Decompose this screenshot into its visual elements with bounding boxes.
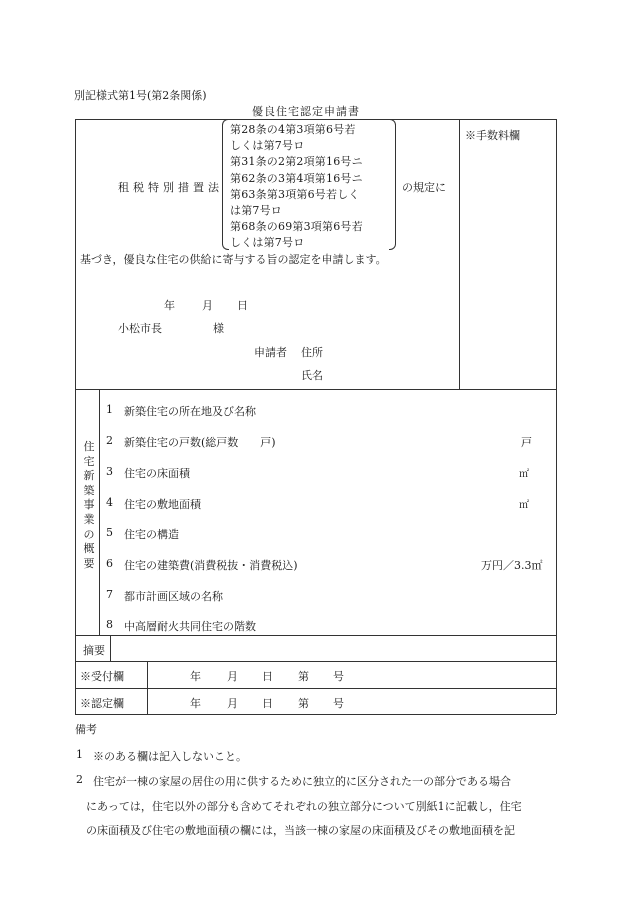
reception-no-prefix: 第: [298, 670, 309, 683]
law-name: 租税特別措置法: [118, 181, 223, 194]
item-label: 住宅の建築費(消費税抜・消費税込): [124, 559, 298, 572]
item-label: 新築住宅の戸数(総戸数 戸): [124, 436, 276, 449]
date-year-label: 年: [164, 299, 175, 312]
law-clause-line: 第68条の69第3項第6号若: [230, 220, 363, 234]
item-number: 5: [106, 526, 113, 539]
request-text: 基づき，優良な住宅の供給に寄与する旨の認定を申請します。: [80, 253, 387, 266]
approval-day: 日: [262, 697, 273, 710]
item-number: 3: [106, 465, 113, 478]
note-1-number: 1: [76, 748, 83, 761]
item-number: 8: [106, 618, 113, 631]
item-label: 住宅の床面積: [124, 467, 190, 480]
note-1-text: ※のある欄は記入しないこと。: [93, 750, 247, 763]
item-label: 新築住宅の所在地及び名称: [124, 405, 256, 418]
reception-no-suffix: 号: [333, 670, 344, 683]
address-label: 住所: [301, 346, 323, 359]
law-clause-line: しくは第7号ロ: [230, 236, 305, 250]
fee-column-label: ※手数料欄: [465, 129, 520, 142]
item-number: 6: [106, 557, 113, 570]
reception-day: 日: [262, 670, 273, 683]
law-clause-line: しくは第7号ロ: [230, 139, 305, 153]
right-brace: [389, 119, 396, 250]
date-day-label: 日: [237, 299, 248, 312]
law-clause-line: 第28条の4第3項第6号若: [230, 123, 356, 136]
approval-no-suffix: 号: [333, 697, 344, 710]
applicant-label: 申請者: [254, 346, 287, 359]
reception-year: 年: [190, 670, 201, 683]
note-2-line: にあっては，住宅以外の部分も含めてそれぞれの独立部分について別紙1に記載し，住宅: [86, 800, 522, 813]
item-label: 住宅の構造: [124, 528, 179, 541]
law-clause-line: 第63条第3項第6号若しく: [230, 187, 360, 201]
item-label: 中高層耐火共同住宅の階数: [124, 620, 256, 633]
addressee: 小松市長: [118, 322, 162, 335]
remarks-label: 摘要: [83, 644, 105, 657]
law-clause-line: は第7号ロ: [230, 204, 282, 218]
item-label: 住宅の敷地面積: [124, 498, 201, 511]
law-clause-line: 第62条の3第4項第16号ニ: [230, 171, 363, 185]
item-number: 4: [106, 496, 113, 509]
date-month-label: 月: [202, 299, 213, 312]
item-unit: ㎡: [519, 469, 529, 480]
item-unit: 万円／3.3㎡: [481, 559, 543, 572]
name-label: 氏名: [301, 369, 323, 382]
item-number: 2: [106, 434, 113, 447]
reception-label: ※受付欄: [80, 670, 124, 683]
item-unit: 戸: [521, 436, 532, 449]
left-brace: [222, 119, 229, 250]
law-clauses: [230, 122, 363, 252]
item-number: 7: [106, 588, 113, 601]
item-label: 都市計画区域の名称: [124, 590, 223, 603]
approval-year: 年: [190, 697, 201, 710]
reception-month: 月: [227, 670, 238, 683]
law-clause-line: 第31条の2第2項第16号ニ: [230, 155, 363, 169]
item-unit: ㎡: [519, 500, 529, 511]
note-2-line: 住宅が一棟の家屋の居住の用に供するために独立的に区分された一の部分である場合: [93, 775, 511, 788]
approval-no-prefix: 第: [298, 697, 309, 710]
note-2-line: の床面積及び住宅の敷地面積の欄には，当該一棟の家屋の床面積及びその敷地面積を記: [86, 824, 515, 837]
page-title: 優良住宅認定申請書: [252, 105, 360, 118]
form-number: 別記様式第1号(第2条関係): [74, 89, 207, 102]
approval-label: ※認定欄: [80, 697, 124, 710]
honorific: 様: [213, 322, 224, 335]
note-2-number: 2: [76, 773, 83, 786]
notes-heading: 備考: [75, 723, 97, 736]
overview-side-label: 住宅新築事業の概要: [83, 440, 95, 570]
provision-suffix: の規定に: [402, 181, 446, 194]
item-number: 1: [106, 403, 113, 416]
approval-month: 月: [227, 697, 238, 710]
